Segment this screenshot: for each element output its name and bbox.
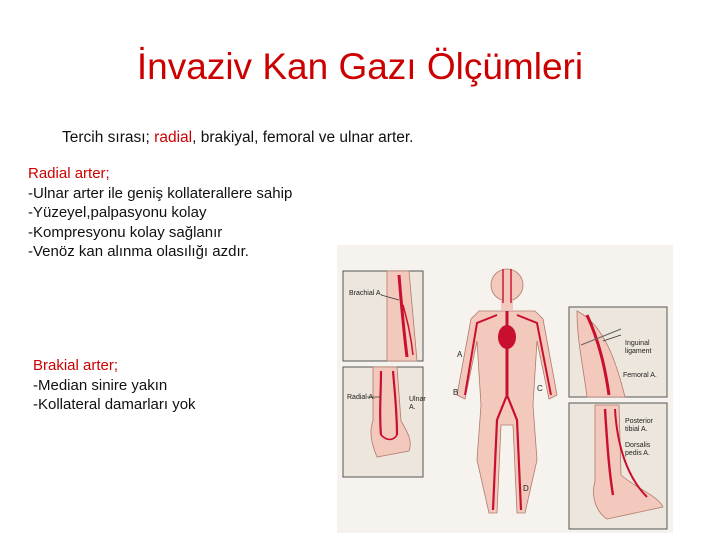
full-body-figure bbox=[453, 269, 557, 513]
radial-heading: Radial arter; bbox=[28, 165, 110, 182]
brachial-heading: Brakial arter; bbox=[33, 357, 119, 374]
ulnar-artery-label-1: Ulnar bbox=[409, 396, 426, 403]
brachial-item: -Median sinire yakın bbox=[33, 376, 168, 394]
site-label-d: D bbox=[523, 484, 529, 493]
anatomy-illustration bbox=[337, 245, 673, 533]
radial-artery-label: Radial A. bbox=[347, 394, 376, 401]
radial-item: -Kompresyonu kolay sağlanır bbox=[28, 223, 223, 241]
brachial-arm-panel bbox=[343, 271, 423, 361]
site-label-b: B bbox=[453, 388, 459, 397]
radial-item: -Ulnar arter ile geniş kollaterallere sahip bbox=[28, 184, 293, 202]
posterior-tibial-label-2: tibial A. bbox=[625, 426, 648, 433]
dorsalis-pedis-label-2: pedis A. bbox=[625, 450, 650, 457]
inguinal-label-2: ligament bbox=[625, 348, 652, 355]
preference-order-text bbox=[62, 129, 414, 147]
posterior-tibial-label-1: Posterior bbox=[625, 418, 654, 425]
inguinal-label-1: Inguinal bbox=[625, 340, 650, 347]
femoral-artery-label: Femoral A. bbox=[623, 372, 657, 379]
slide-title: İnvaziv Kan Gazı Ölçümleri bbox=[136, 46, 584, 87]
radial-wrist-panel bbox=[343, 367, 426, 477]
femoral-panel bbox=[569, 307, 667, 397]
subtitle-suffix: , brakiyal, femoral ve ulnar arter. bbox=[192, 129, 414, 146]
radial-item: -Yüzeyel,palpasyonu kolay bbox=[28, 204, 207, 221]
brachial-item: -Kollateral damarları yok bbox=[33, 396, 196, 413]
dorsalis-pedis-label-1: Dorsalis bbox=[625, 442, 651, 449]
radial-item: -Venöz kan alınma olasılığı azdır. bbox=[28, 243, 249, 260]
foot-panel bbox=[569, 403, 667, 529]
subtitle-prefix: Tercih sırası; bbox=[62, 129, 155, 146]
brachial-artery-label: Brachial A. bbox=[349, 290, 383, 297]
ulnar-artery-label-2: A. bbox=[409, 404, 416, 411]
arterial-puncture-sites-figure bbox=[337, 245, 673, 533]
brachial-artery-block bbox=[33, 356, 196, 415]
site-label-c: C bbox=[537, 384, 543, 393]
subtitle-highlight: radial bbox=[154, 129, 193, 146]
radial-artery-block bbox=[28, 164, 292, 262]
site-label-a: A bbox=[457, 350, 463, 359]
